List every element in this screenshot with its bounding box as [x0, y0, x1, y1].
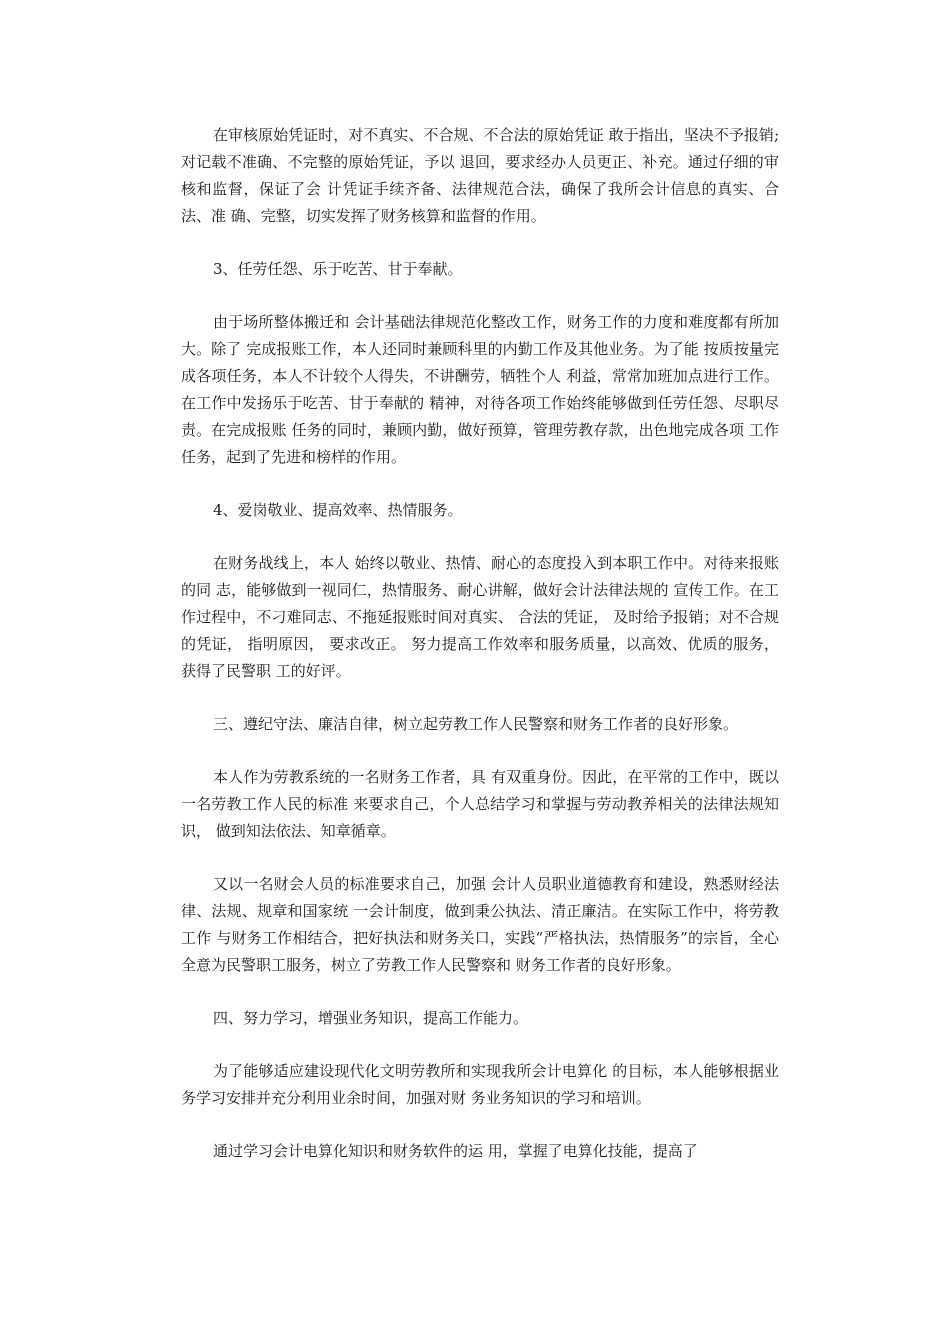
paragraph-dual-identity: 本人作为劳教系统的一名财务工作者，具 有双重身份。因此，在平常的工作中，既以一名劳教工作人民的标准 来要求自己，个人总结学习和掌握与劳动教养相关的法律法规知识， 做到知法依法、知章循章。 [181, 768, 779, 840]
paragraph-hard-work: 由于场所整体搬迁和 会计基础法律规范化整改工作，财务工作的力度和难度都有所加大。除了 完成报账工作，本人还同时兼顾科里的内勤工作及其他业务。为了能 按质按量完成各项任务，本人不计较个人得失，不讲酬劳，牺牲个人 利益，常常加班加点进行工作。在工作中发扬乐于吃苦、甘于奉献的 精神，对待各项工作始终能够做到任劳任怨、尽职尽责。在完成报账 任务的同时，兼顾内勤，做好预算，管理劳教存款，出色地完成各项 工作任务，起到了先进和榜样的作用。 [181, 313, 779, 466]
section-heading-three: 三、遵纪守法、廉洁自律，树立起劳教工作人民警察和财务工作者的良好形象。 [213, 715, 739, 733]
paragraph-voucher-review: 在审核原始凭证时，对不真实、不合规、不合法的原始凭证 敢于指出，坚决不予报销;对记载不准确、不完整的原始凭证，予以 退回，要求经办人员更正、补充。通过仔细的审核和监督，保证了会 计凭证手续齐备、法律规范合法，确保了我所会计信息的真实、合法、准 确、完整，切实发挥了财务核算和监督的作用。 [181, 126, 779, 225]
paragraph-computerization: 通过学习会计电算化知识和财务软件的运 用，掌握了电算化技能，提高了 [213, 1142, 698, 1160]
paragraph-learning-goals: 为了能够适应建设现代化文明劳教所和实现我所会计电算化 的目标，本人能够根据业务学习安排并充分利用业余时间，加强对财 务业务知识的学习和培训。 [181, 1062, 779, 1107]
section-heading-four: 四、努力学习，增强业务知识，提高工作能力。 [213, 1009, 529, 1027]
document-body [181, 122, 779, 1191]
paragraph-dedication: 在财务战线上，本人 始终以敬业、热情、耐心的态度投入到本职工作中。对待来报账的同 志，能够做到一视同仁，热情服务、耐心讲解，做好会计法律法规的 宣传工作。在工作过程中，不刁难同志、不拖延报账时间对真实、 合法的凭证， 及时给予报销；对不合规的凭证， 指明原因， 要求改正。 努力提高工作效率和服务质量，以高效、优质的服务，获得了民警职 工的好评。 [181, 554, 779, 680]
paragraph-accountant-standard: 又以一名财会人员的标准要求自己，加强 会计人员职业道德教育和建设，熟悉财经法律、法规、规章和国家统 一会计制度，做到秉公执法、清正廉洁。在实际工作中，将劳教工作 与财务工作相结合，把好执法和财务关口，实践“严格执法，热情服务”的宗旨，全心全意为民警职工服务，树立了劳教工作人民警察和 财务工作者的良好形象。 [181, 875, 779, 974]
section-heading-4: 4、爱岗敬业、提高效率、热情服务。 [213, 501, 463, 519]
section-heading-3: 3、任劳任怨、乐于吃苦、甘于奉献。 [213, 260, 463, 278]
